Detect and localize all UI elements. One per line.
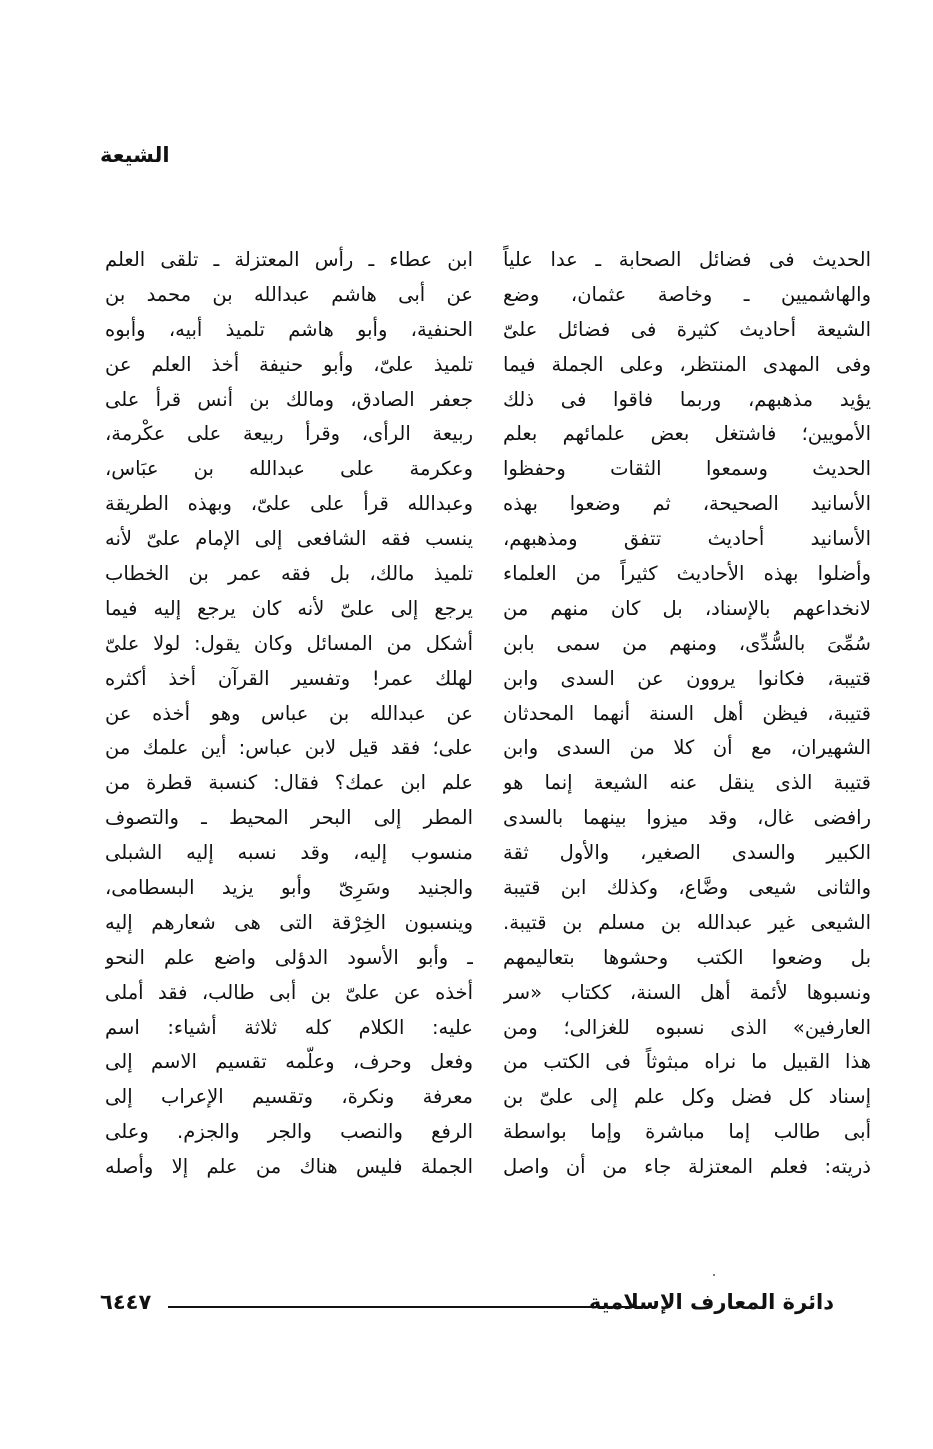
text-line: عليه: الكلام كله ثلاثة أشياء: اسم [105,1015,473,1039]
text-line: الشهيران، مع أن كلا من السدى وابن [503,736,871,760]
text-line: العارفين» الذى نسبوه للغزالى؛ ومن [503,1015,871,1039]
text-line: والهاشميين ـ وخاصة عثمان، وضع [503,282,871,306]
text-line: تلميذ علىّ، وأبو حنيفة أخذ العلم عن [105,352,473,376]
text-line: الكبير والسدى الصغير، والأول ثقة [503,841,871,865]
scan-speck [713,1274,715,1276]
text-line: قتيبة، فيظن أهل السنة أنهما المحدثان [503,701,871,725]
text-line: يؤيد مذهبهم، وربما فاقوا فى ذلك [503,387,871,411]
text-line: الجملة فليس هناك من علم إلا وأصله [105,1155,473,1179]
text-line: وفعل وحرف، وعلّمه تقسيم الاسم إلى [105,1050,473,1074]
text-line: وعكرمة على عبدالله بن عبَاس، [105,457,473,481]
text-line: الحنفية، وأبو هاشم تلميذ أبيه، وأبوه [105,317,473,341]
text-line: الأسانيد الصحيحة، ثم وضعوا بهذه [503,492,871,516]
page-number: ٦٤٤٧ [100,1290,152,1314]
footer-rule [168,1306,656,1308]
text-line: تلميذ مالك، بل فقه عمر بن الخطاب [105,562,473,586]
text-line: لهلك عمر! وتفسير القرآن أخذ أكثره [105,666,473,690]
text-line: سُمِّىَ بالسُّدِّى، ومنهم من سمى بابن [503,631,871,655]
text-line: علم ابن عمك؟ فقال: كنسبة قطرة من [105,771,473,795]
text-line: الأمويين؛ فاشتغل بعض علمائهم بعلم [503,422,871,446]
text-line: قتيبة، فكانوا يروون عن السدى وابن [503,666,871,690]
text-line: هذا القبيل ما نراه مبثوثاً فى الكتب من [503,1050,871,1074]
text-line: والثانى شيعى وضَّاع، وكذلك ابن قتيبة [503,876,871,900]
text-line: لانخداعهم بالإسناد، بل كان منهم من [503,596,871,620]
text-line: عن عبدالله بن عباس وهو أخذه عن [105,701,473,725]
text-line: يرجع إلى علىّ لأنه كان يرجع إليه فيما [105,596,473,620]
text-line: الشيعة أحاديث كثيرة فى فضائل علىّ [503,317,871,341]
text-line: ـ وأبو الأسود الدؤلى واضع علم النحو [105,945,473,969]
text-line: الحديث وسمعوا الثقات وحفظوا [503,457,871,481]
text-line: أبى طالب إما مباشرة وإما بواسطة [503,1120,871,1144]
text-line: وينسبون الخِرْقة التى هى شعارهم إليه [105,910,473,934]
text-line: والجنيد وسَرِىّ وأبو يزيد البسطامى، [105,876,473,900]
text-line: الشيعى غير عبدالله بن مسلم بن قتيبة. [503,910,871,934]
text-line: وأضلوا بهذه الأحاديث كثيراً من العلماء [503,562,871,586]
text-line: رافضى غال، وقد ميزوا بينهما بالسدى [503,806,871,830]
text-line: بل وضعوا الكتب وحشوها بتعاليمهم [503,945,871,969]
text-line: جعفر الصادق، ومالك بن أنس قرأ على [105,387,473,411]
text-line: معرفة ونكرة، وتقسيم الإعراب إلى [105,1085,473,1109]
text-line: الرفع والنصب والجر والجزم. وعلى [105,1120,473,1144]
text-line: وعبدالله قرأ على علىّ، وبهذه الطريقة [105,492,473,516]
text-line: وفى المهدى المنتظر، وعلى الجملة فيما [503,352,871,376]
text-line: ربيعة الرأى، وقرأ ربيعة على عكْرمة، [105,422,473,446]
text-line: ونسبوها لأئمة أهل السنة، ككتاب «سر [503,980,871,1004]
page-footer [100,1290,834,1324]
text-line: منسوب إليه، وقد نسبه إليه الشبلى [105,841,473,865]
text-line: ابن عطاء ـ رأس المعتزلة ـ تلقى العلم [105,248,473,271]
footer-encyclopedia-title: دائرة المعارف الإسلامية [588,1290,834,1314]
text-column-right [503,243,871,1185]
text-line: الحديث فى فضائل الصحابة ـ عدا علياً [503,248,871,271]
text-line: ينسب فقه الشافعى إلى الإمام علىّ لأنه [105,527,473,551]
text-line: على؛ فقد قيل لابن عباس: أين علمك من [105,736,473,760]
text-line: عن أبى هاشم عبدالله بن محمد بن [105,282,473,306]
text-line: ذريته: فعلم المعتزلة جاء من أن واصل [503,1155,871,1179]
text-line: إسناد كل فضل وكل علم إلى علىّ بن [503,1085,871,1109]
text-line: أشكل من المسائل وكان يقول: لولا علىّ [105,631,473,655]
text-line: الأسانيد أحاديث تتفق ومذهبهم، [503,527,871,551]
text-line: قتيبة الذى ينقل عنه الشيعة إنما هو [503,771,871,795]
text-column-left [105,243,473,1185]
text-line: أخذه عن علىّ بن أبى طالب، فقد أملى [105,980,473,1004]
running-head-title: الشيعة [100,143,170,167]
text-line: المطر إلى البحر المحيط ـ والتصوف [105,806,473,830]
